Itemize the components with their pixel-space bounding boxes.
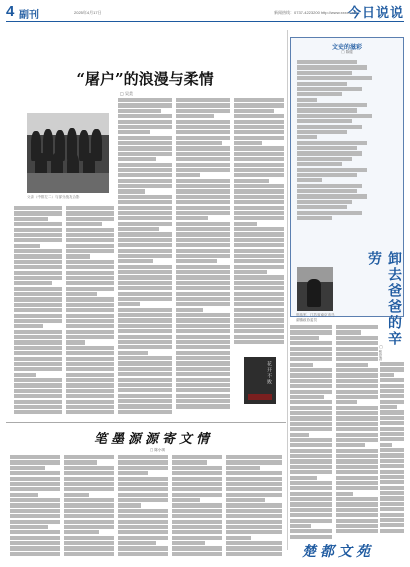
issue-date: 2025年4月17日 [74, 10, 102, 15]
header-rule [6, 21, 404, 22]
bottom-article-column-3 [118, 455, 168, 560]
page-header [6, 3, 404, 25]
main-article-column-1a [14, 206, 62, 420]
bottom-article-column-4 [172, 455, 222, 560]
right-article-title: 卸去爸爸的辛劳 [366, 251, 402, 347]
book-title: 花开不败 [266, 361, 272, 385]
main-article-column-4 [234, 98, 284, 348]
main-article-column-3 [176, 98, 230, 420]
portrait-photo [297, 267, 333, 311]
sidebar-title: 文史的滋彩 [331, 44, 362, 51]
main-article-title: “屠户”的浪漫与柔情 [76, 70, 214, 88]
bottom-article-title: 笔墨源源寄文情 [94, 432, 214, 447]
main-article-column-2 [118, 98, 172, 420]
right-article-author: □ 张京香 [379, 345, 383, 361]
portrait-caption: 郭伟军，江苏省南京市马湖镇政协委员 [296, 313, 335, 322]
group-photo-caption: 父亲（中排左二）与部分战友合影 [27, 195, 80, 199]
right-article-column-3 [380, 362, 404, 537]
sidebar-author: □ 陈健 [341, 50, 353, 54]
masthead-logo: 今日说说 [347, 6, 404, 21]
group-photo [27, 113, 109, 193]
bottom-article-column-2 [64, 455, 114, 560]
right-article-column-1 [290, 325, 332, 545]
footer-section-logo: 楚都文苑 [302, 544, 374, 560]
section-name: 副刊 [19, 10, 39, 21]
sidebar-text [297, 60, 397, 260]
bottom-article-column-1 [10, 455, 60, 560]
page-number: 4 [6, 3, 15, 20]
book-cover [244, 357, 276, 404]
main-article-column-1b [66, 206, 114, 420]
header-meta: 新闻热线：0737-4223200 http://www.xxxxx.net [274, 10, 358, 15]
bottom-article-column-5 [226, 455, 282, 560]
main-article-author: □ 吴美 [120, 91, 134, 96]
right-article-column-2 [336, 325, 378, 540]
column-divider [287, 30, 288, 550]
bottom-article-author: □ 陈小琪 [150, 448, 165, 452]
section-divider [6, 422, 286, 423]
